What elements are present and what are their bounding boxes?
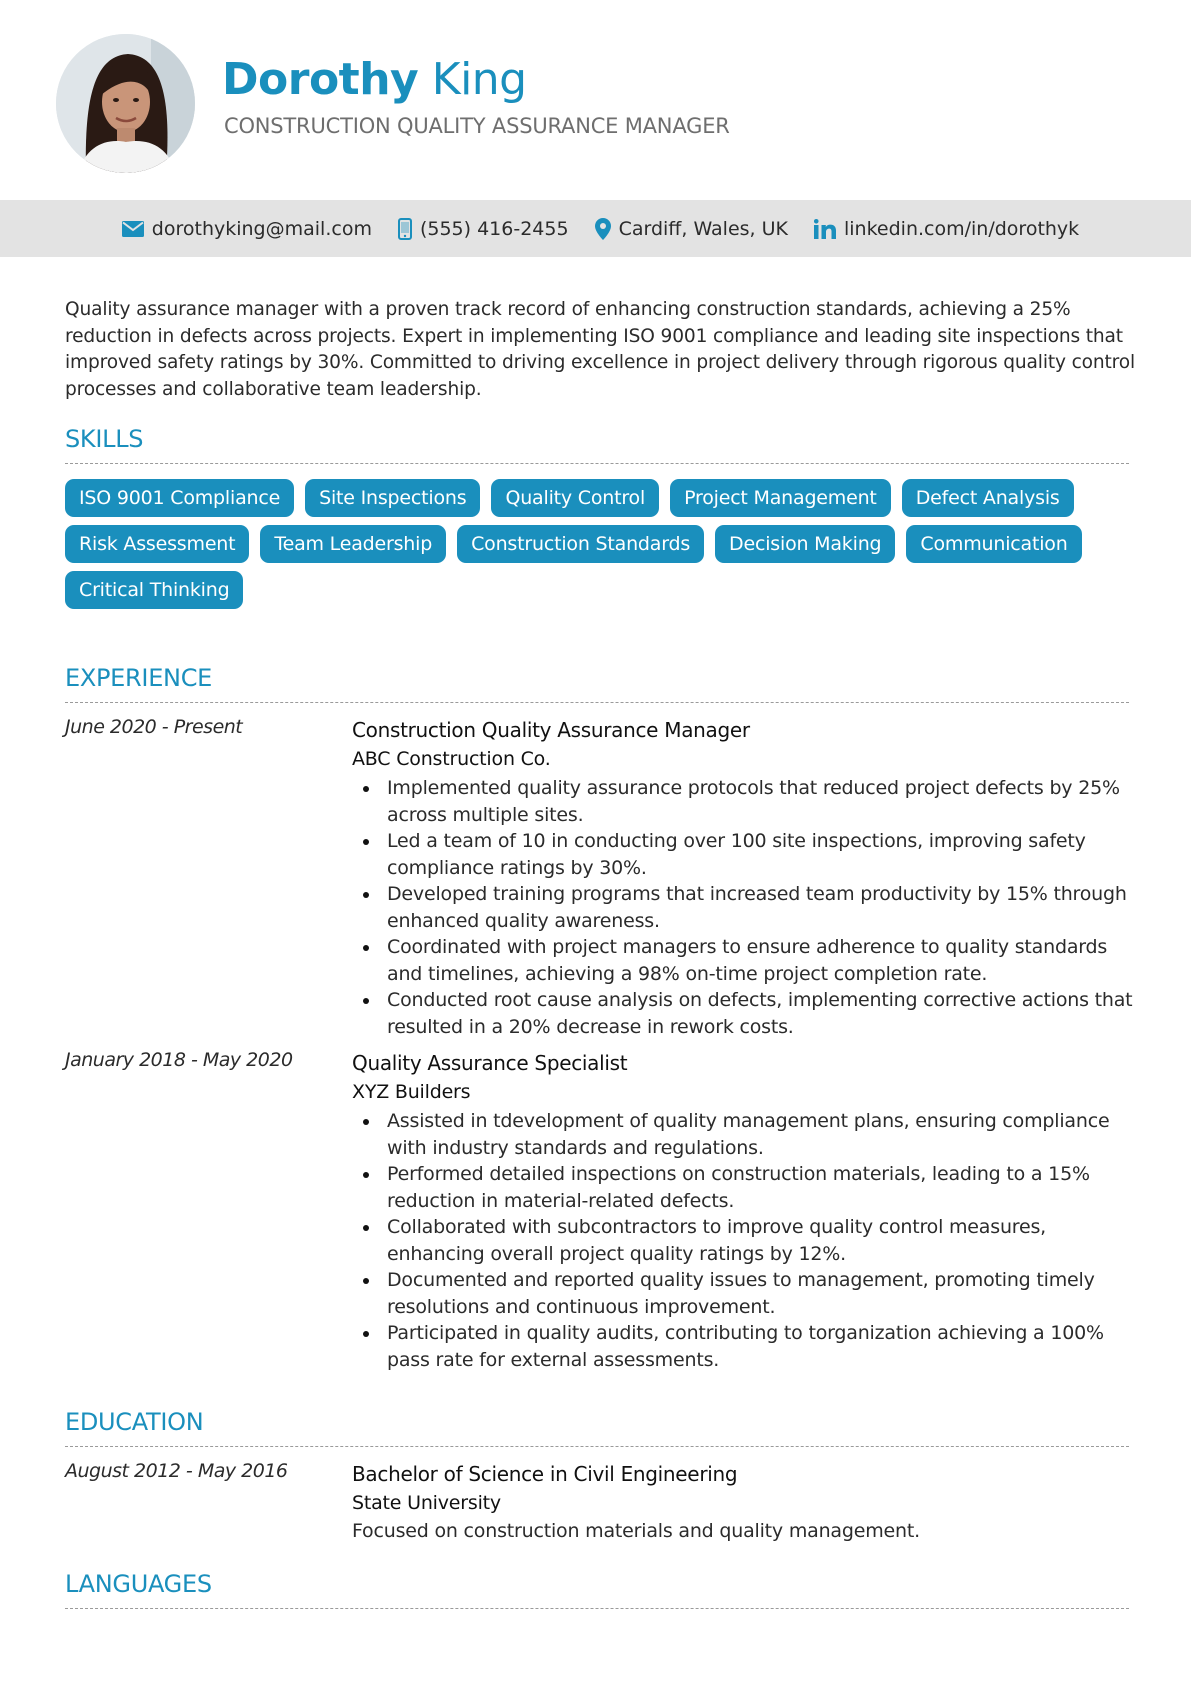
education-divider — [65, 1446, 1129, 1447]
skill-chip: Project Management — [670, 479, 891, 517]
skill-chip: Quality Control — [491, 479, 659, 517]
education-school: State University — [352, 1492, 501, 1514]
contact-linkedin[interactable] — [814, 218, 1079, 240]
skill-chip: Defect Analysis — [902, 479, 1074, 517]
education-date: August 2012 - May 2016 — [65, 1460, 288, 1482]
experience-bullet: Participated in quality audits, contributing to torganization achieving a 100% pass rate for external assessments. — [352, 1320, 1137, 1373]
last-name: King — [431, 54, 527, 105]
location-text: Cardiff, Wales, UK — [618, 217, 788, 240]
experience-company: ABC Construction Co. — [352, 748, 551, 770]
languages-heading: LANGUAGES — [65, 1570, 212, 1598]
envelope-icon — [122, 221, 144, 237]
email-text: dorothyking@mail.com — [151, 217, 372, 240]
experience-role: Quality Assurance Specialist — [352, 1051, 628, 1075]
job-title: CONSTRUCTION QUALITY ASSURANCE MANAGER — [224, 114, 730, 138]
experience-details — [352, 1049, 1137, 1373]
linkedin-text: linkedin.com/in/dorothyk — [844, 217, 1080, 240]
experience-heading: EXPERIENCE — [65, 664, 213, 692]
skill-chip: Construction Standards — [457, 525, 704, 563]
candidate-name — [222, 50, 527, 110]
skills-divider — [65, 463, 1129, 464]
experience-company: XYZ Builders — [352, 1081, 471, 1103]
skill-chip: Team Leadership — [260, 525, 446, 563]
experience-bullet: Assisted in tdevelopment of quality management plans, ensuring compliance with industry standards and regulations. — [352, 1108, 1137, 1161]
experience-bullets — [352, 1108, 1137, 1373]
experience-details — [352, 716, 1137, 1040]
skill-chip: Communication — [906, 525, 1081, 563]
contact-location — [595, 218, 788, 240]
map-pin-icon — [595, 218, 611, 240]
mobile-phone-icon — [398, 218, 412, 240]
linkedin-icon — [814, 219, 836, 239]
languages-divider — [65, 1608, 1129, 1609]
experience-bullet: Coordinated with project managers to ensure adherence to quality standards and timelines, achieving a 98% on-time project completion rate. — [352, 934, 1137, 987]
contact-phone[interactable] — [398, 218, 569, 240]
skill-chip: ISO 9001 Compliance — [65, 479, 294, 517]
experience-date: June 2020 - Present — [65, 716, 243, 738]
contact-bar — [0, 200, 1191, 257]
education-description: Focused on construction materials and quality management. — [352, 1520, 920, 1542]
experience-bullet: Conducted root cause analysis on defects, implementing corrective actions that resulted in a 20% decrease in rework costs. — [352, 987, 1137, 1040]
first-name: Dorothy — [222, 54, 419, 105]
profile-photo-illustration — [56, 34, 195, 173]
experience-bullet: Collaborated with subcontractors to improve quality control measures, enhancing overall project quality ratings by 12%. — [352, 1214, 1137, 1267]
phone-text: (555) 416-2455 — [419, 217, 569, 240]
contact-email[interactable] — [122, 218, 372, 240]
skill-chip: Risk Assessment — [65, 525, 249, 563]
experience-bullet: Documented and reported quality issues to management, promoting timely resolutions and continuous improvement. — [352, 1267, 1137, 1320]
experience-bullet: Developed training programs that increased team productivity by 15% through enhanced quality awareness. — [352, 881, 1137, 934]
experience-bullets — [352, 775, 1137, 1040]
profile-summary: Quality assurance manager with a proven track record of enhancing construction standards, achieving a 25% reduction in defects across projects. Expert in implementing ISO 9001 compliance and leading site inspections that improved safety ratings by 30%. Committed to driving excellence in project delivery through rigorous quality control processes and collaborative team leadership. — [65, 299, 1135, 400]
profile-photo — [56, 34, 195, 173]
experience-bullet: Performed detailed inspections on construction materials, leading to a 15% reduction in material-related defects. — [352, 1161, 1137, 1214]
skill-chip: Decision Making — [715, 525, 895, 563]
experience-bullet: Led a team of 10 in conducting over 100 site inspections, improving safety compliance ratings by 30%. — [352, 828, 1137, 881]
education-heading: EDUCATION — [65, 1408, 204, 1436]
skill-chip: Critical Thinking — [65, 571, 243, 609]
experience-role: Construction Quality Assurance Manager — [352, 718, 750, 742]
education-details — [352, 1460, 1137, 1545]
experience-date: January 2018 - May 2020 — [65, 1049, 293, 1071]
skills-heading: SKILLS — [65, 425, 144, 453]
skill-chip: Site Inspections — [305, 479, 480, 517]
resume-header — [0, 0, 1191, 200]
experience-divider — [65, 702, 1129, 703]
experience-bullet: Implemented quality assurance protocols that reduced project defects by 25% across multiple sites. — [352, 775, 1137, 828]
education-degree: Bachelor of Science in Civil Engineering — [352, 1462, 738, 1486]
skills-list — [65, 479, 1135, 609]
